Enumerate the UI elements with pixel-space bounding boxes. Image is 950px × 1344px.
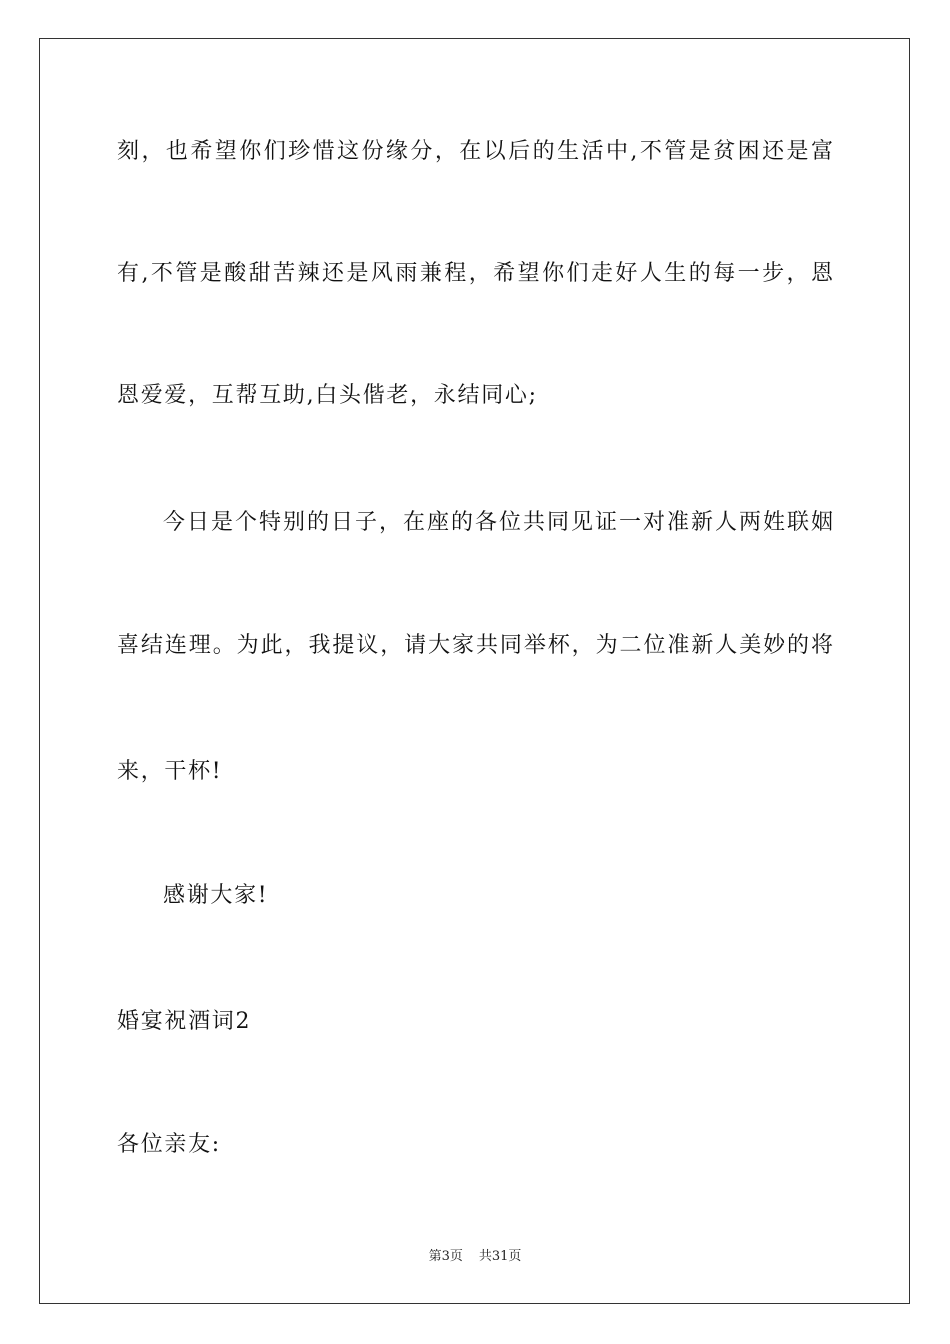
body-text-line-1: 刻，也希望你们珍惜这份缘分，在以后的生活中,不管是贫困还是富 [117, 139, 833, 164]
body-paragraph-toast-line-2: 喜结连理。为此，我提议，请大家共同举杯，为二位准新人美妙的将 [117, 633, 833, 658]
body-paragraph-toast-line-3: 来，干杯! [117, 759, 223, 784]
body-text-line-3: 恩爱爱，互帮互助,白头偕老，永结同心; [117, 383, 538, 408]
salutation-line: 各位亲友: [117, 1132, 221, 1157]
page-number: 第3页 [428, 1249, 463, 1264]
page-frame [39, 38, 910, 1304]
section-heading: 婚宴祝酒词2 [117, 1009, 252, 1034]
thanks-line: 感谢大家! [163, 883, 269, 908]
body-text-line-2: 有,不管是酸甜苦辣还是风雨兼程，希望你们走好人生的每一步，恩 [117, 261, 833, 286]
total-pages: 共31页 [478, 1249, 522, 1264]
page-footer [0, 1248, 950, 1266]
body-paragraph-toast-line-1: 今日是个特别的日子，在座的各位共同见证一对准新人两姓联姻 [163, 510, 833, 535]
